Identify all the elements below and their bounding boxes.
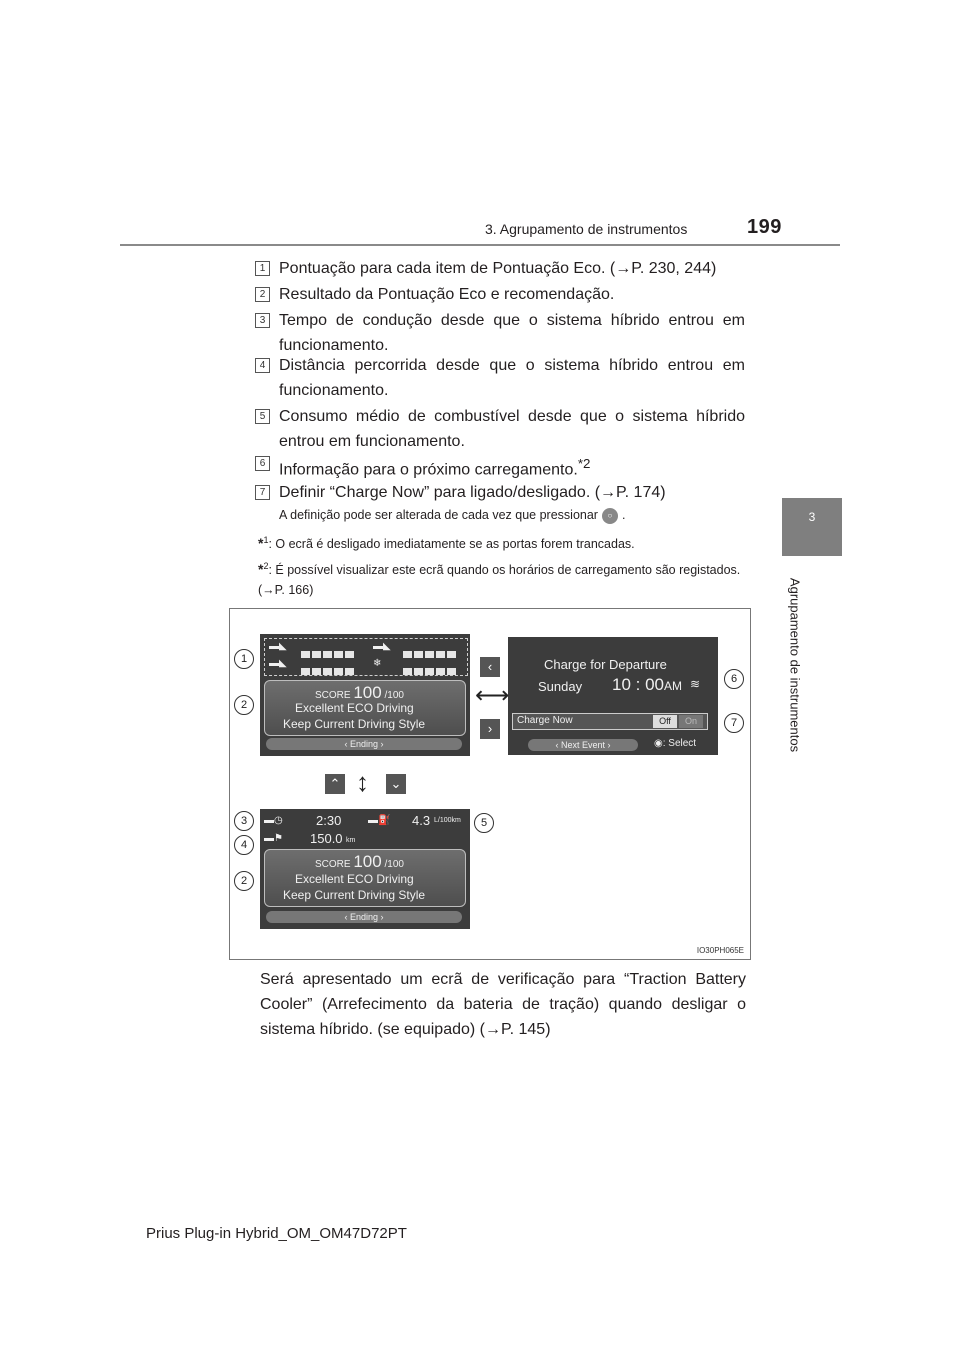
footer-bar: ‹ Ending › [266,738,462,750]
chevron-up-icon: ⌃ [325,774,345,794]
score-line [315,683,404,703]
car-icon: ▬◣ [269,641,287,652]
item-text: Definir “Charge Now” para ligado/desligado. (→P. 174) [279,484,666,501]
footer-label: Ending [349,739,379,749]
eco-item-score-area [264,638,468,676]
distance: 150.0 [310,831,343,846]
fuel-consumption: 4.3 [412,813,431,828]
item-number: 1 [255,261,270,276]
list-item [255,480,745,505]
score-bars [301,662,356,669]
list-item [255,353,745,403]
footer-label: Next Event [560,740,606,750]
score-label: SCORE [315,690,351,701]
eco-result-panel [264,849,466,907]
item-number: 7 [255,485,270,500]
score-bars [301,645,356,652]
charge-now-row [512,713,708,730]
footer-label: Ending [349,912,379,922]
item-text: Resultado da Pontuação Eco e recomendação. [279,286,615,303]
footnote-1-text: : O ecrã é desligado imediatamente se as portas forem trancadas. [268,537,635,552]
score-value: 100 [353,852,382,871]
trip-info-screen [260,809,470,929]
select-hint: ◉: Select [654,738,697,749]
eco-advice-text: Keep Current Driving Style [283,888,426,902]
list-item [255,256,745,281]
ac-icon: ❄ [373,658,382,669]
callout-7: 7 [724,713,744,733]
score-value: 100 [353,683,382,702]
fuel-consumption-unit: L/100km [434,817,461,824]
list-item [255,404,745,454]
car-flag-icon: ▬⚑ [264,833,283,844]
footnote-2-sup: 2 [263,561,269,571]
charge-now-label: Charge Now [517,715,573,726]
vertical-arrow-icon: ↕ [356,767,369,797]
chapter-tab-label: Agrupamento de instrumentos [787,577,803,753]
select-label: : Select [662,738,697,749]
eco-result-panel [264,680,466,736]
page-number: 199 [747,216,782,238]
toggle-off: Off [653,715,677,728]
score-bars [403,645,458,652]
charge-title: Charge for Departure [544,657,667,672]
button-note-text: A definição pode ser alterada de cada vez que pressionar [279,508,598,522]
chevron-down-icon: ⌄ [386,774,406,794]
footnote-1 [258,530,746,554]
horizontal-arrow-icon: ⟷ [475,682,510,709]
callout-5: 5 [474,813,494,833]
chapter-tab-label-wrap [775,560,815,770]
score-line [315,852,404,872]
header-divider [120,244,840,246]
chapter-tab-number: 3 [808,510,816,524]
callout-6: 6 [724,669,744,689]
image-code: IO30PH065E [696,946,744,955]
callout-2: 2 [234,695,254,715]
car-icon: ▬◣ [269,658,287,669]
toggle-on: On [679,715,703,728]
chapter-tab [782,498,842,556]
climate-icon: ≋ [690,677,701,691]
score-label: SCORE [315,859,351,870]
list-item [255,451,745,482]
item-text: Tempo de condução desde que o sistema híbrido entrou em funcionamento. [279,312,745,354]
callout-3: 3 [234,811,254,831]
ok-button-icon: ○ [602,508,618,524]
footnote-1-mark: * [258,535,264,552]
callout-1: 1 [234,649,254,669]
item-text: Pontuação para cada item de Pontuação Eco. (→P. 230, 244) [279,260,717,277]
chevron-right-icon: › [480,719,500,739]
eco-score-screen [260,634,470,756]
body-paragraph: Será apresentado um ecrã de verificação para “Traction Battery Cooler” (Arrefecimento da bateria de tração) quando desligar o sistema híbrido. (se equipado) (→P. 145) [260,971,746,1038]
callout-2b: 2 [234,871,254,891]
section-title: 3. Agrupamento de instrumentos [485,221,688,237]
eco-result-text: Excellent ECO Driving [295,701,414,715]
item-number: 3 [255,313,270,328]
callout-4: 4 [234,835,254,855]
footnote-marker: *2 [577,456,591,471]
item-text: Distância percorrida desde que o sistema híbrido entrou em funcionamento. [279,357,745,399]
footer-bar: ‹ Ending › [266,911,462,923]
item-number: 6 [255,456,270,471]
list-item [255,282,745,307]
item-text [279,451,745,482]
footnote-1-sup: 1 [263,535,269,545]
charge-ampm: AM [664,679,682,693]
item-text-main: Informação para o próximo carregamento. [279,461,578,479]
item-number: 5 [255,409,270,424]
list-item [255,308,745,358]
eco-advice-text: Keep Current Driving Style [283,717,426,731]
car-clock-icon: ▬◷ [264,815,283,826]
distance-unit: km [346,837,356,844]
button-note-end: . [621,508,626,522]
car-icon: ▬◣ [373,641,391,652]
footnote-2-mark: * [258,561,264,578]
charge-time: 10 : 00 [612,675,664,694]
footnote-2-text: : É possível visualizar este ecrã quando os horários de carregamento são registados. (→P. 166) [258,563,741,598]
button-note [279,505,745,525]
charge-day: Sunday [538,679,583,694]
score-max: /100 [384,690,404,701]
item-text: Consumo médio de combustível desde que o sistema híbrido entrou em funcionamento. [279,408,745,450]
footer-bar: ‹ Next Event › [528,739,638,751]
figure-display-screens [229,608,751,960]
item-number: 2 [255,287,270,302]
score-bars [403,662,458,669]
score-max: /100 [384,859,404,870]
chevron-left-icon: ‹ [480,657,500,677]
fuel-icon: ▬⛽ [368,815,391,826]
charge-schedule-screen [508,637,718,755]
eco-result-text: Excellent ECO Driving [295,872,414,886]
footnote-2 [258,556,746,600]
drive-time: 2:30 [316,813,342,828]
manual-id: Prius Plug-in Hybrid_OM_OM47D72PT [146,1225,407,1242]
item-number: 4 [255,358,270,373]
